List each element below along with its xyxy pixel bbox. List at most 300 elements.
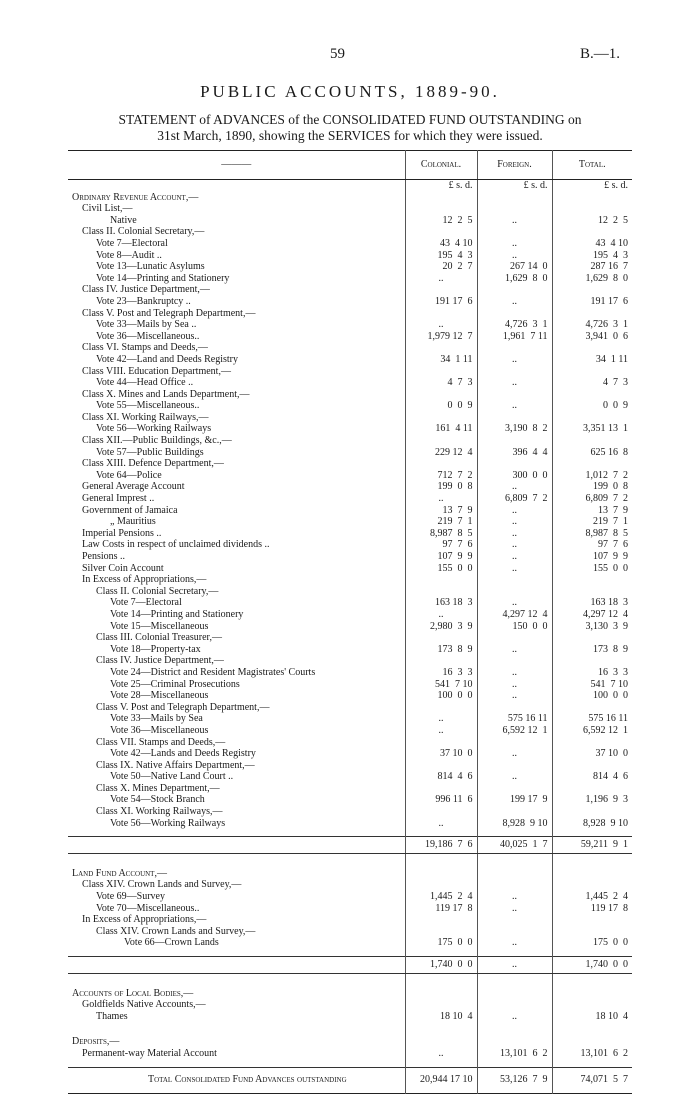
table-row xyxy=(68,988,632,1000)
colonial-value xyxy=(405,988,477,1000)
total-value xyxy=(552,999,632,1011)
row-label: Class XIV. Crown Lands and Survey,— xyxy=(82,879,242,891)
row-label: General Imprest .. xyxy=(82,493,155,505)
row-label: Vote 57—Public Buildings xyxy=(96,446,204,458)
total-value: 4 7 3 xyxy=(552,377,632,389)
row-label: Vote 42—Lands and Deeds Registry xyxy=(110,748,256,760)
spacer-row xyxy=(68,1029,632,1036)
spacer-cell xyxy=(405,949,477,957)
colonial-value: 107 9 9 xyxy=(405,551,477,563)
foreign-value: .. xyxy=(477,539,552,551)
spacer-row xyxy=(68,1022,632,1029)
row-label: Vote 33—Mails by Sea .. xyxy=(96,319,197,331)
table-row xyxy=(68,586,632,598)
total-value: 0 0 9 xyxy=(552,400,632,412)
table-row xyxy=(68,273,632,285)
foreign-value: 199 17 9 xyxy=(477,794,552,806)
row-label xyxy=(68,837,405,854)
colonial-value xyxy=(405,574,477,586)
foreign-value: .. xyxy=(477,1011,552,1023)
document-reference: B.—1. xyxy=(580,46,621,62)
colonial-value xyxy=(405,868,477,880)
table-row xyxy=(68,868,632,880)
foreign-value: 1,629 8 0 xyxy=(477,273,552,285)
total-value: 199 0 8 xyxy=(552,481,632,493)
spacer-cell xyxy=(68,861,405,868)
total-value: 3,130 3 9 xyxy=(552,621,632,633)
table-row xyxy=(68,937,632,949)
total-value xyxy=(552,366,632,378)
total-value xyxy=(552,760,632,772)
colonial-value xyxy=(405,1036,477,1048)
row-label: Vote 8—Audit .. xyxy=(96,249,162,261)
table-row xyxy=(68,539,632,551)
colonial-value xyxy=(405,389,477,401)
row-label: Vote 66—Crown Lands xyxy=(124,937,219,949)
row-label: Vote 56—Working Railways xyxy=(96,423,212,435)
total-value: 100 0 0 xyxy=(552,690,632,702)
total-value: 575 16 11 xyxy=(552,713,632,725)
foreign-value: 4,297 12 4 xyxy=(477,609,552,621)
total-value: 3,941 0 6 xyxy=(552,331,632,343)
foreign-value xyxy=(477,192,552,204)
total-value xyxy=(552,389,632,401)
total-value: 37 10 0 xyxy=(552,748,632,760)
foreign-value: 13,101 6 2 xyxy=(477,1048,552,1060)
total-value: 16 3 3 xyxy=(552,667,632,679)
colonial-value: 97 7 6 xyxy=(405,539,477,551)
colonial-value: 814 4 6 xyxy=(405,771,477,783)
foreign-value xyxy=(477,655,552,667)
spacer-cell xyxy=(405,973,477,981)
row-label: Class V. Post and Telegraph Department,— xyxy=(96,701,270,713)
spacer-cell xyxy=(552,829,632,837)
colonial-value: 18 10 4 xyxy=(405,1011,477,1023)
total-value: 163 18 3 xyxy=(552,597,632,609)
colonial-value: 229 12 4 xyxy=(405,447,477,459)
foreign-value: 300 0 0 xyxy=(477,470,552,482)
spacer-row xyxy=(68,949,632,957)
spacer-row xyxy=(68,973,632,981)
spacer-cell xyxy=(477,1060,552,1068)
total-value: 1,196 9 3 xyxy=(552,794,632,806)
table-row xyxy=(68,354,632,366)
table-row xyxy=(68,903,632,915)
foreign-value xyxy=(477,458,552,470)
foreign-value: .. xyxy=(477,481,552,493)
total-value xyxy=(552,783,632,795)
total-value: 625 16 8 xyxy=(552,447,632,459)
table-row xyxy=(68,667,632,679)
colonial-value xyxy=(405,914,477,926)
table-row xyxy=(68,679,632,691)
spacer-cell xyxy=(405,1029,477,1036)
colonial-value xyxy=(405,435,477,447)
total-value xyxy=(552,702,632,714)
total-value xyxy=(552,806,632,818)
table-row xyxy=(68,435,632,447)
spacer-row xyxy=(68,981,632,988)
row-label: Class V. Post and Telegraph Department,— xyxy=(82,307,256,319)
foreign-value: .. xyxy=(477,215,552,227)
row-label: Class III. Colonial Treasurer,— xyxy=(96,632,222,644)
table-row xyxy=(68,458,632,470)
total-value: 814 4 6 xyxy=(552,771,632,783)
table-row xyxy=(68,563,632,575)
row-label: Vote 14—Printing and Stationery xyxy=(110,608,244,620)
total-value: 155 0 0 xyxy=(552,563,632,575)
table-header-row xyxy=(68,151,632,180)
table-row xyxy=(68,926,632,938)
total-value: 4,726 3 1 xyxy=(552,319,632,331)
total-value xyxy=(552,203,632,215)
foreign-value: .. xyxy=(477,891,552,903)
row-label: Land Fund Account,— xyxy=(72,867,167,879)
colonial-value xyxy=(405,366,477,378)
row-label: Goldfields Native Accounts,— xyxy=(82,999,206,1011)
table-row xyxy=(68,621,632,633)
table-row xyxy=(68,447,632,459)
row-label: Government of Jamaica xyxy=(82,504,178,516)
spacer-cell xyxy=(405,853,477,861)
total-value: 74,071 5 7 xyxy=(552,1067,632,1094)
table-row xyxy=(68,574,632,586)
foreign-value: .. xyxy=(477,563,552,575)
spacer-cell xyxy=(68,981,405,988)
spacer-cell xyxy=(405,829,477,837)
colonial-value: 34 1 11 xyxy=(405,354,477,366)
table-row xyxy=(68,737,632,749)
foreign-value xyxy=(477,366,552,378)
colonial-value xyxy=(405,879,477,891)
table-row xyxy=(68,284,632,296)
colonial-value: .. xyxy=(405,818,477,830)
total-value: 13 7 9 xyxy=(552,505,632,517)
row-label: Total Consolidated Fund Advances outstanding xyxy=(68,1067,405,1094)
total-value: 97 7 6 xyxy=(552,539,632,551)
table-row xyxy=(68,238,632,250)
total-value: 287 16 7 xyxy=(552,261,632,273)
foreign-value xyxy=(477,586,552,598)
foreign-value xyxy=(477,783,552,795)
total-value: 34 1 11 xyxy=(552,354,632,366)
foreign-value: .. xyxy=(477,528,552,540)
colonial-value: 155 0 0 xyxy=(405,563,477,575)
header-foreign: Foreign. xyxy=(477,151,552,180)
total-value xyxy=(552,435,632,447)
table-row xyxy=(68,296,632,308)
foreign-value xyxy=(477,999,552,1011)
row-label: Vote 36—Miscellaneous xyxy=(110,724,209,736)
row-label: Class XI. Working Railways,— xyxy=(96,806,223,818)
spacer-cell xyxy=(68,1029,405,1036)
colonial-value: 19,186 7 6 xyxy=(405,837,477,854)
total-value: 191 17 6 xyxy=(552,296,632,308)
colonial-value: 1,445 2 4 xyxy=(405,891,477,903)
table-row xyxy=(68,331,632,343)
colonial-value xyxy=(405,806,477,818)
total-value: 1,012 7 2 xyxy=(552,470,632,482)
foreign-value: 6,809 7 2 xyxy=(477,493,552,505)
statement-heading: STATEMENT of ADVANCES of the CONSOLIDATED FUND OUTSTANDING on xyxy=(118,112,582,127)
foreign-value: .. xyxy=(477,400,552,412)
row-label: Native xyxy=(110,214,137,226)
colonial-value: 12 2 5 xyxy=(405,215,477,227)
colonial-value: 20,944 17 10 xyxy=(405,1067,477,1094)
spacer-cell xyxy=(68,1022,405,1029)
table-row xyxy=(68,702,632,714)
row-label: Pensions .. xyxy=(82,551,126,562)
colonial-value xyxy=(405,203,477,215)
colonial-value xyxy=(405,737,477,749)
table-row xyxy=(68,760,632,772)
colonial-value: .. xyxy=(405,713,477,725)
total-value xyxy=(552,342,632,354)
foreign-value: 8,928 9 10 xyxy=(477,818,552,830)
total-value: 59,211 9 1 xyxy=(552,837,632,854)
foreign-value: .. xyxy=(477,597,552,609)
table-row xyxy=(68,400,632,412)
total-value xyxy=(552,192,632,204)
row-label: Vote 64—Police xyxy=(96,469,162,481)
row-label: Permanent-way Material Account xyxy=(82,1047,217,1059)
table-row xyxy=(68,203,632,215)
row-label: Vote 15—Miscellaneous xyxy=(110,620,209,632)
total-value: 541 7 10 xyxy=(552,679,632,691)
foreign-value: 40,025 1 7 xyxy=(477,837,552,854)
colonial-value xyxy=(405,632,477,644)
row-label: Class X. Mines and Lands Department,— xyxy=(82,388,250,400)
table-row xyxy=(68,180,632,192)
row-label: Deposits,— xyxy=(72,1036,120,1048)
table-row xyxy=(68,783,632,795)
table-row xyxy=(68,389,632,401)
row-label: Thames xyxy=(96,1010,128,1022)
colonial-value: 191 17 6 xyxy=(405,296,477,308)
header-total: Total. xyxy=(552,151,632,180)
table-row xyxy=(68,226,632,238)
foreign-value: .. xyxy=(477,354,552,366)
colonial-value xyxy=(405,458,477,470)
colonial-value xyxy=(405,702,477,714)
row-label: Class XIII. Defence Department,— xyxy=(82,458,224,470)
row-label: Civil List,— xyxy=(82,203,133,215)
foreign-value: .. xyxy=(477,238,552,250)
colonial-value: 1,979 12 7 xyxy=(405,331,477,343)
table-row xyxy=(68,725,632,737)
total-value xyxy=(552,988,632,1000)
table-row xyxy=(68,644,632,656)
spacer-cell xyxy=(405,1060,477,1068)
total-value xyxy=(552,655,632,667)
table-row xyxy=(68,192,632,204)
foreign-value xyxy=(477,412,552,424)
spacer-cell xyxy=(405,1022,477,1029)
row-label: Vote 55—Miscellaneous.. xyxy=(96,400,200,412)
foreign-value xyxy=(477,389,552,401)
row-label: Silver Coin Account xyxy=(82,562,164,574)
table-row xyxy=(68,423,632,435)
colonial-value: 16 3 3 xyxy=(405,667,477,679)
row-label: Vote 56—Working Railways xyxy=(110,817,226,829)
foreign-value: .. xyxy=(477,690,552,702)
colonial-value: 119 17 8 xyxy=(405,903,477,915)
row-label: Vote 70—Miscellaneous.. xyxy=(96,902,200,914)
spacer-cell xyxy=(552,973,632,981)
foreign-value: .. xyxy=(477,250,552,262)
row-label: In Excess of Appropriations,— xyxy=(82,574,207,586)
advances-table xyxy=(68,150,632,1094)
table-row xyxy=(68,528,632,540)
spacer-cell xyxy=(552,861,632,868)
table-row xyxy=(68,794,632,806)
row-label: Class VIII. Education Department,— xyxy=(82,365,231,377)
colonial-value: 1,740 0 0 xyxy=(405,957,477,974)
foreign-value: .. xyxy=(477,667,552,679)
foreign-value xyxy=(477,926,552,938)
colonial-value: 4 7 3 xyxy=(405,377,477,389)
row-label: Vote 36—Miscellaneous.. xyxy=(96,330,200,342)
colonial-value xyxy=(405,760,477,772)
row-label: Vote 69—Survey xyxy=(96,891,165,903)
spacer-cell xyxy=(552,949,632,957)
total-value xyxy=(552,308,632,320)
spacer-cell xyxy=(477,973,552,981)
colonial-value: 161 4 11 xyxy=(405,423,477,435)
table-row xyxy=(68,1011,632,1023)
foreign-value xyxy=(477,1036,552,1048)
header-colonial: Colonial. xyxy=(405,151,477,180)
table-body xyxy=(68,180,632,1094)
table-row xyxy=(68,690,632,702)
spacer-cell xyxy=(477,1022,552,1029)
colonial-value xyxy=(405,284,477,296)
total-value xyxy=(552,458,632,470)
table-row xyxy=(68,879,632,891)
foreign-value: .. xyxy=(477,957,552,974)
colonial-value: .. xyxy=(405,493,477,505)
colonial-value: 8,987 8 5 xyxy=(405,528,477,540)
spacer-row xyxy=(68,853,632,861)
foreign-value xyxy=(477,203,552,215)
table-row xyxy=(68,505,632,517)
row-label: Vote 50—Native Land Court .. xyxy=(110,771,234,783)
colonial-value: 0 0 9 xyxy=(405,400,477,412)
spacer-cell xyxy=(477,949,552,957)
page-title: PUBLIC ACCOUNTS, 1889-90. xyxy=(200,82,500,101)
foreign-value xyxy=(477,632,552,644)
total-value xyxy=(552,586,632,598)
colonial-value: 43 4 10 xyxy=(405,238,477,250)
row-label: Vote 25—Criminal Prosecutions xyxy=(110,678,240,690)
spacer-cell xyxy=(552,1029,632,1036)
units-label: £ s. d. xyxy=(477,180,552,192)
spacer-row xyxy=(68,861,632,868)
table-row xyxy=(68,713,632,725)
table-row xyxy=(68,999,632,1011)
foreign-value xyxy=(477,737,552,749)
table-row xyxy=(68,412,632,424)
foreign-value: 3,190 8 2 xyxy=(477,423,552,435)
row-label: Class XI. Working Railways,— xyxy=(82,411,209,423)
foreign-value: 575 16 11 xyxy=(477,713,552,725)
total-value: 1,445 2 4 xyxy=(552,891,632,903)
row-label: Vote 23—Bankruptcy .. xyxy=(96,295,191,307)
total-value: 173 8 9 xyxy=(552,644,632,656)
row-label: Class X. Mines Department,— xyxy=(96,782,220,794)
spacer-cell xyxy=(552,1060,632,1068)
colonial-value xyxy=(405,342,477,354)
colonial-value xyxy=(405,308,477,320)
row-label: Vote 7—Electoral xyxy=(110,597,182,609)
foreign-value xyxy=(477,435,552,447)
colonial-value xyxy=(405,412,477,424)
total-value: 8,987 8 5 xyxy=(552,528,632,540)
spacer-cell xyxy=(405,861,477,868)
table-row xyxy=(68,481,632,493)
table-row xyxy=(68,261,632,273)
row-label: Vote 33—Mails by Sea xyxy=(110,713,203,725)
total-value xyxy=(552,412,632,424)
colonial-value: 163 18 3 xyxy=(405,597,477,609)
foreign-value: .. xyxy=(477,644,552,656)
colonial-value xyxy=(405,192,477,204)
total-value xyxy=(552,926,632,938)
colonial-value xyxy=(405,783,477,795)
table-row xyxy=(68,597,632,609)
spacer-cell xyxy=(68,973,405,981)
total-value xyxy=(552,1036,632,1048)
foreign-value: .. xyxy=(477,937,552,949)
spacer-cell xyxy=(477,981,552,988)
colonial-value xyxy=(405,226,477,238)
foreign-value: .. xyxy=(477,505,552,517)
colonial-value: 195 4 3 xyxy=(405,250,477,262)
row-label: Vote 18—Property-tax xyxy=(110,643,201,655)
foreign-value xyxy=(477,914,552,926)
row-label: Vote 13—Lunatic Asylums xyxy=(96,261,205,273)
spacer-cell xyxy=(405,981,477,988)
units-label: £ s. d. xyxy=(552,180,632,192)
table-row xyxy=(68,493,632,505)
spacer-cell xyxy=(477,853,552,861)
total-value xyxy=(552,226,632,238)
foreign-value xyxy=(477,226,552,238)
row-label: Accounts of Local Bodies,— xyxy=(72,987,194,999)
spacer-row xyxy=(68,1060,632,1068)
spacer-cell xyxy=(68,949,405,957)
foreign-value xyxy=(477,868,552,880)
row-label: Vote 24—District and Resident Magistrates' Courts xyxy=(110,666,316,678)
foreign-value xyxy=(477,308,552,320)
colonial-value: 13 7 9 xyxy=(405,505,477,517)
row-label xyxy=(68,957,405,974)
colonial-value xyxy=(405,999,477,1011)
total-value: 6,592 12 1 xyxy=(552,725,632,737)
row-label: Vote 44—Head Office .. xyxy=(96,377,194,389)
foreign-value: 1,961 7 11 xyxy=(477,331,552,343)
colonial-value xyxy=(405,655,477,667)
colonial-value: .. xyxy=(405,725,477,737)
spacer-cell xyxy=(477,1029,552,1036)
spacer-cell xyxy=(477,829,552,837)
colonial-value xyxy=(405,586,477,598)
total-value: 119 17 8 xyxy=(552,903,632,915)
row-label: Class IX. Native Affairs Department,— xyxy=(96,759,255,771)
table-row xyxy=(68,632,632,644)
statement-subheading: 31st March, 1890, showing the SERVICES for which they were issued. xyxy=(157,128,543,143)
row-label: Vote 54—Stock Branch xyxy=(110,794,205,806)
